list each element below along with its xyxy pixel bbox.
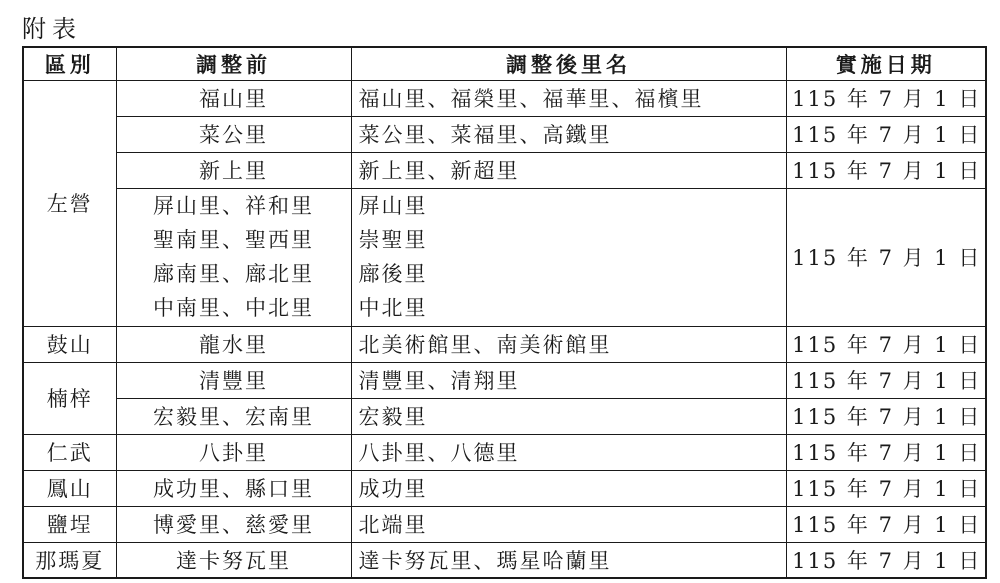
after-cell: 菜公里、菜福里、高鐵里	[351, 116, 786, 152]
date-cell: 115 年 7 月 1 日	[786, 398, 986, 434]
after-cell: 達卡努瓦里、瑪星哈蘭里	[351, 542, 786, 578]
district-cell: 那瑪夏	[23, 542, 116, 578]
table-row	[23, 542, 986, 578]
before-cell: 成功里、縣口里	[116, 470, 351, 506]
before-cell: 博愛里、慈愛里	[116, 506, 351, 542]
date-cell: 115 年 7 月 1 日	[786, 362, 986, 398]
after-cell: 北端里	[351, 506, 786, 542]
after-cell-multiline	[351, 188, 786, 326]
header-date: 實施日期	[786, 47, 986, 80]
after-cell: 福山里、福榮里、福華里、福檳里	[351, 80, 786, 116]
after-line: 廍後里	[358, 262, 428, 286]
after-cell: 清豐里、清翔里	[351, 362, 786, 398]
after-cell: 新上里、新超里	[351, 152, 786, 188]
before-cell: 菜公里	[116, 116, 351, 152]
after-cell: 八卦里、八德里	[351, 434, 786, 470]
table-row	[23, 326, 986, 362]
before-cell: 清豐里	[116, 362, 351, 398]
table-row	[23, 152, 986, 188]
before-cell: 福山里	[116, 80, 351, 116]
after-cell: 成功里	[351, 470, 786, 506]
after-line: 崇聖里	[358, 228, 428, 252]
before-line: 中南里、中北里	[153, 296, 314, 320]
table-row	[23, 506, 986, 542]
after-cell: 宏毅里	[351, 398, 786, 434]
table-row	[23, 398, 986, 434]
date-cell: 115 年 7 月 1 日	[786, 506, 986, 542]
table-row	[23, 116, 986, 152]
table-row	[23, 470, 986, 506]
before-line: 聖南里、聖西里	[153, 228, 314, 252]
date-cell: 115 年 7 月 1 日	[786, 188, 986, 326]
table-row-merged	[23, 188, 986, 326]
header-after: 調整後里名	[351, 47, 786, 80]
before-cell: 龍水里	[116, 326, 351, 362]
date-cell: 115 年 7 月 1 日	[786, 470, 986, 506]
after-cell: 北美術館里、南美術館里	[351, 326, 786, 362]
header-district: 區別	[23, 47, 116, 80]
before-cell: 八卦里	[116, 434, 351, 470]
table-row	[23, 362, 986, 398]
before-line: 廍南里、廍北里	[153, 262, 314, 286]
district-cell: 鼓山	[23, 326, 116, 362]
district-cell: 左營	[23, 80, 116, 326]
district-cell: 鹽埕	[23, 506, 116, 542]
header-before: 調整前	[116, 47, 351, 80]
table-row	[23, 80, 986, 116]
district-cell: 楠梓	[23, 362, 116, 434]
date-cell: 115 年 7 月 1 日	[786, 116, 986, 152]
date-cell: 115 年 7 月 1 日	[786, 542, 986, 578]
header-row	[23, 47, 986, 80]
date-cell: 115 年 7 月 1 日	[786, 152, 986, 188]
date-cell: 115 年 7 月 1 日	[786, 326, 986, 362]
date-cell: 115 年 7 月 1 日	[786, 80, 986, 116]
village-adjustment-table	[22, 46, 987, 579]
date-cell: 115 年 7 月 1 日	[786, 434, 986, 470]
before-line: 屏山里、祥和里	[153, 194, 314, 218]
district-cell: 鳳山	[23, 470, 116, 506]
before-cell: 宏毅里、宏南里	[116, 398, 351, 434]
after-line: 中北里	[358, 296, 428, 320]
before-cell-multiline	[116, 188, 351, 326]
before-cell: 新上里	[116, 152, 351, 188]
district-cell: 仁武	[23, 434, 116, 470]
before-cell: 達卡努瓦里	[116, 542, 351, 578]
after-line: 屏山里	[358, 194, 428, 218]
table-row	[23, 434, 986, 470]
page-title: 附表	[22, 15, 82, 43]
